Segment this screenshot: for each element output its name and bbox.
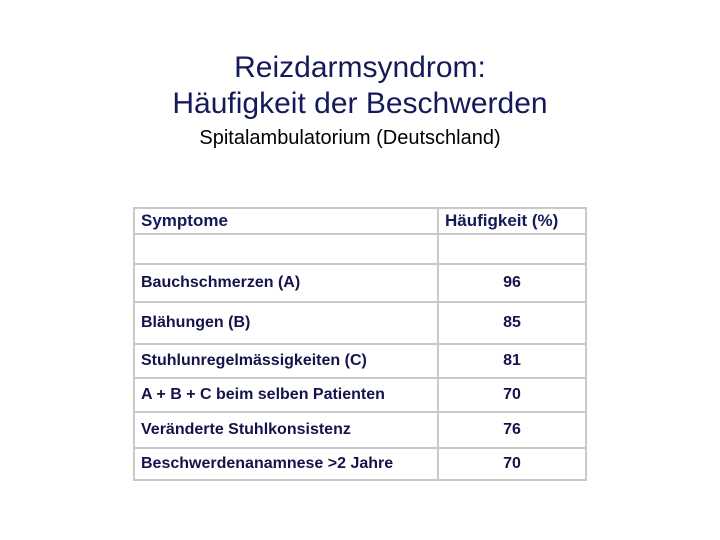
- symptom-cell: Bauchschmerzen (A): [134, 264, 438, 302]
- page-title: [0, 50, 720, 122]
- table-row: [134, 264, 586, 302]
- table-row: [134, 378, 586, 412]
- title-line-2: Häufigkeit der Beschwerden: [172, 87, 548, 120]
- table-cell-empty: [438, 234, 586, 264]
- symptom-cell: Stuhlunregelmässigkeiten (C): [134, 344, 438, 378]
- title-line-1: Reizdarmsyndrom:: [234, 51, 486, 84]
- table-row: [134, 448, 586, 480]
- symptom-cell: Veränderte Stuhlkonsistenz: [134, 412, 438, 448]
- frequency-cell: 70: [438, 448, 586, 480]
- table-spacer-row: [134, 234, 586, 264]
- column-header-haeufigkeit: Häufigkeit (%): [438, 208, 586, 234]
- column-header-symptome: Symptome: [134, 208, 438, 234]
- frequency-cell: 85: [438, 302, 586, 344]
- frequency-cell: 96: [438, 264, 586, 302]
- table-row: [134, 302, 586, 344]
- symptom-cell: Beschwerdenanamnese >2 Jahre: [134, 448, 438, 480]
- symptom-table: [133, 207, 587, 481]
- table-row: [134, 344, 586, 378]
- frequency-cell: 81: [438, 344, 586, 378]
- symptom-table-container: [133, 207, 587, 481]
- table-header-row: [134, 208, 586, 234]
- symptom-cell: A + B + C beim selben Patienten: [134, 378, 438, 412]
- page-subtitle: Spitalambulatorium (Deutschland): [199, 127, 501, 149]
- table-row: [134, 412, 586, 448]
- table-cell-empty: [134, 234, 438, 264]
- frequency-cell: 70: [438, 378, 586, 412]
- symptom-cell: Blähungen (B): [134, 302, 438, 344]
- frequency-cell: 76: [438, 412, 586, 448]
